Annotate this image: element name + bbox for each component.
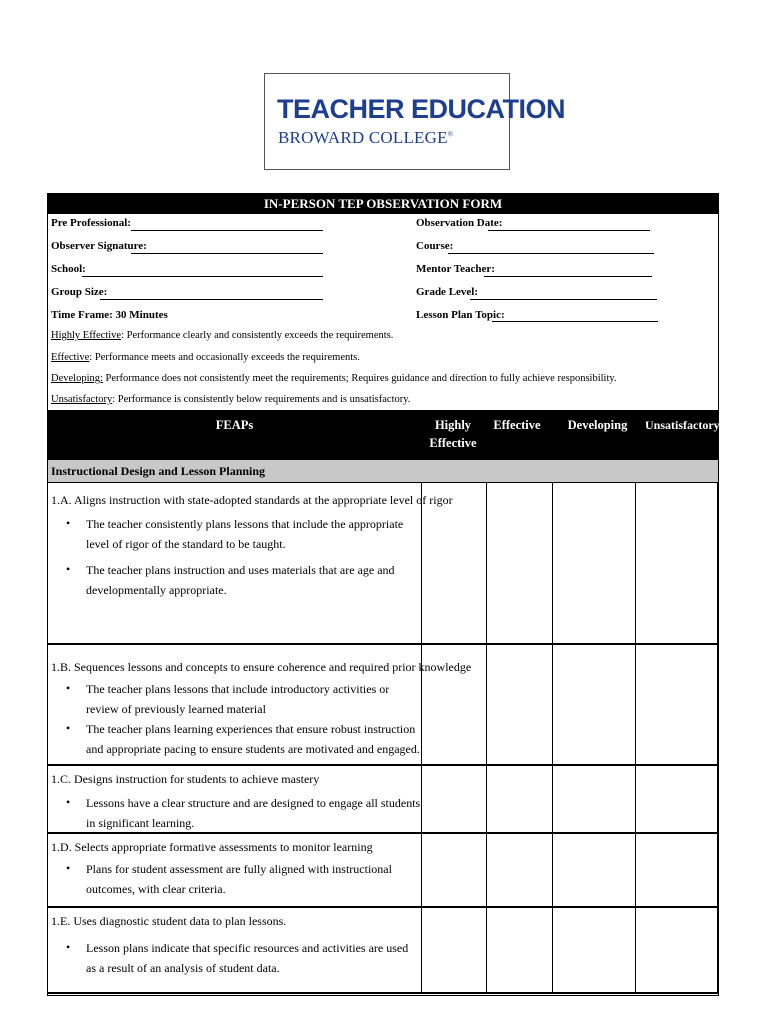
field-group-size-line[interactable] (100, 299, 323, 300)
item-1b-bullet-1: The teacher plans lessons that include introductory activities or review of previously learned material (86, 682, 390, 716)
field-lesson-plan-topic-label: Lesson Plan Topic: (416, 309, 505, 321)
field-school-label: School: (51, 263, 86, 275)
column-divider (552, 483, 553, 993)
item-1d-title: 1.D. Selects appropriate formative assessments to monitor learning (51, 840, 373, 854)
bullet-icon: • (66, 681, 71, 695)
field-mentor-teacher-line[interactable] (484, 276, 652, 277)
form-title: IN-PERSON TEP OBSERVATION FORM (48, 194, 718, 214)
field-observation-date-label: Observation Date: (416, 217, 503, 229)
row-divider (48, 643, 718, 645)
bullet-icon: • (66, 861, 71, 875)
item-1b-bullet-2: The teacher plans learning experiences that ensure robust instruction and appropriate pacing to ensure students are motivated and engaged. (86, 722, 420, 756)
field-time-frame: Time Frame: 30 Minutes (51, 309, 168, 321)
header-developing: Developing (567, 418, 628, 432)
item-1a-bullet-2: The teacher plans instruction and uses materials that are age and developmentally appropriate. (86, 563, 395, 597)
bullet-icon: • (66, 940, 71, 954)
header-feaps: FEAPs (215, 418, 254, 432)
field-pre-professional-line[interactable] (131, 230, 323, 231)
table-bottom (48, 992, 718, 994)
definition-effective: Effective: Performance meets and occasionally exceeds the requirements. (51, 352, 360, 363)
field-group-size-label: Group Size: (51, 286, 108, 298)
item-1d-bullet-1: Plans for student assessment are fully aligned with instructional outcomes, with clear criteria. (86, 862, 392, 896)
field-mentor-teacher-label: Mentor Teacher: (416, 263, 495, 275)
logo-subtitle: BROWARD COLLEGE® (278, 128, 454, 147)
field-school-line[interactable] (82, 276, 323, 277)
header-unsatisfactory: Unsatisfactory (645, 418, 720, 432)
registered-mark: ® (447, 130, 454, 139)
item-1c-bullet-1: Lessons have a clear structure and are designed to engage all students in significant learning. (86, 796, 421, 830)
field-course-label: Course: (416, 240, 454, 252)
bullet-icon: • (66, 721, 71, 735)
field-observer-signature-label: Observer Signature: (51, 240, 147, 252)
logo-title: TEACHER EDUCATION (277, 94, 565, 124)
column-divider (635, 483, 636, 993)
field-lesson-plan-topic-line[interactable] (492, 321, 658, 322)
header-highly-effective: Highly Effective (429, 418, 477, 450)
item-1a-title: 1.A. Aligns instruction with state-adopted standards at the appropriate level of rigor (51, 493, 453, 507)
item-1b-title: 1.B. Sequences lessons and concepts to ensure coherence and required prior knowledge (51, 660, 472, 674)
row-divider (48, 906, 718, 908)
definition-highly-effective: Highly Effective: Performance clearly and consistently exceeds the requirements. (51, 330, 394, 341)
item-1e-bullet-1: Lesson plans indicate that specific resources and activities are used as a result of an analysis of student data. (86, 941, 409, 975)
table-header (48, 410, 718, 459)
teacher-education-logo (264, 73, 565, 170)
definition-developing: Developing: Performance does not consistently meet the requirements; Requires guidance and direction to fully achieve responsibility. (51, 373, 617, 384)
field-observation-date-line[interactable] (488, 230, 650, 231)
bullet-icon: • (66, 562, 71, 576)
field-pre-professional-label: Pre Professional: (51, 217, 131, 229)
header-effective: Effective (493, 418, 541, 432)
field-grade-level-line[interactable] (470, 299, 657, 300)
bullet-icon: • (66, 516, 71, 530)
section-instructional-design: Instructional Design and Lesson Planning (48, 459, 718, 483)
field-observer-signature-line[interactable] (131, 253, 323, 254)
item-1e-title: 1.E. Uses diagnostic student data to plan lessons. (51, 914, 287, 928)
field-grade-level-label: Grade Level: (416, 286, 479, 298)
row-divider (48, 764, 718, 766)
column-divider (717, 483, 718, 993)
column-divider (486, 483, 487, 993)
definition-unsatisfactory: Unsatisfactory: Performance is consistently below requirements and is unsatisfactory. (51, 394, 411, 405)
field-course-line[interactable] (448, 253, 654, 254)
bullet-icon: • (66, 795, 71, 809)
column-divider (421, 483, 422, 993)
item-1a-bullet-1: The teacher consistently plans lessons that include the appropriate level of rigor of the standard to be taught. (86, 517, 404, 551)
item-1c-title: 1.C. Designs instruction for students to achieve mastery (51, 772, 320, 786)
